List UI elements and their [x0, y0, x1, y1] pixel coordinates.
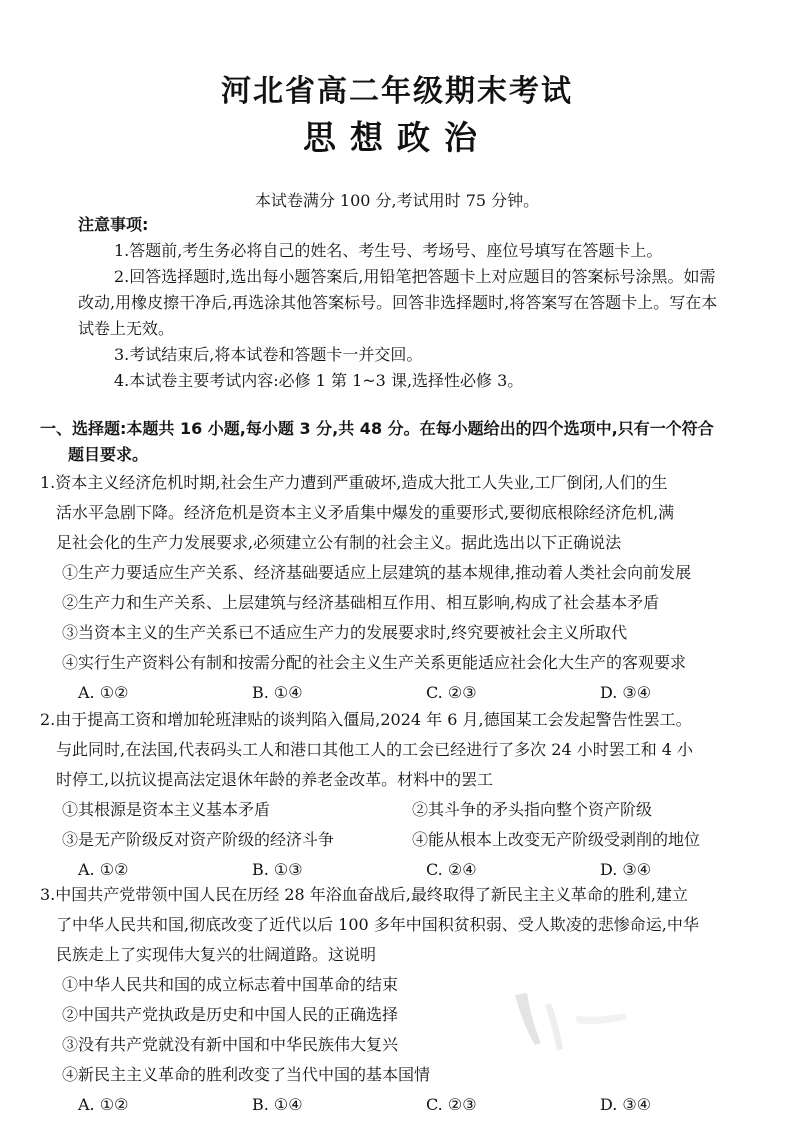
question-2-choice-b[interactable]: B. ①③: [252, 860, 303, 879]
question-1: [40, 468, 780, 708]
question-1-choice-b[interactable]: B. ①④: [252, 683, 303, 702]
question-3-statement-1: ①中华人民共和国的成立标志着中国革命的结束: [62, 975, 399, 994]
section-heading: [40, 416, 770, 468]
notice-list: [78, 238, 728, 394]
question-3: [40, 880, 780, 1120]
question-2-statement-4: ④能从根本上改变无产阶级受剥削的地位: [412, 830, 701, 849]
question-2-statements-row-2: [62, 825, 780, 855]
question-3-stem-line-1: 3.中国共产党带领中国人民在历经 28 年浴血奋战后,最终取得了新民主主义革命的胜利,建立: [40, 885, 688, 904]
notice-item-4: 4.本试卷主要考试内容:必修 1 第 1~3 课,选择性必修 3。: [114, 371, 524, 390]
question-3-choice-a[interactable]: A. ①②: [78, 1095, 129, 1114]
question-3-stem-line-2: 了中华人民共和国,彻底改变了近代以后 100 多年中国积贫积弱、受人欺凌的悲惨命运,中华: [56, 915, 699, 934]
notice-heading: 注意事项:: [78, 215, 149, 234]
question-3-statement-2: ②中国共产党执政是历史和中国人民的正确选择: [62, 1005, 399, 1024]
question-3-choice-d[interactable]: D. ③④: [600, 1095, 652, 1114]
question-2-choice-c[interactable]: C. ②④: [426, 860, 477, 879]
question-1-stem-line-1: 1.资本主义经济危机时期,社会生产力遭到严重破坏,造成大批工人失业,工厂倒闭,人们的生: [40, 473, 668, 492]
question-1-stem-line-2: 活水平急剧下降。经济危机是资本主义矛盾集中爆发的重要形式,要彻底根除经济危机,满: [56, 503, 675, 522]
exam-info: 本试卷满分 100 分,考试用时 75 分钟。: [254, 191, 540, 210]
question-1-choice-a[interactable]: A. ①②: [78, 683, 129, 702]
question-1-statement-1: ①生产力要适应生产关系、经济基础要适应上层建筑的基本规律,推动着人类社会向前发展: [62, 563, 692, 582]
question-2-choice-d[interactable]: D. ③④: [600, 860, 652, 879]
question-1-choice-d[interactable]: D. ③④: [600, 683, 652, 702]
question-1-choice-c[interactable]: C. ②③: [426, 683, 477, 702]
question-2-choice-a[interactable]: A. ①②: [78, 860, 129, 879]
section-heading-line1: 一、选择题:本题共 16 小题,每小题 3 分,共 48 分。在每小题给出的四个选项中,只有一个符合: [40, 419, 714, 438]
scan-smudge: [505, 985, 645, 1060]
exam-title: 河北省高二年级期末考试: [221, 74, 573, 109]
section-heading-line2: 题目要求。: [68, 445, 149, 464]
question-1-choices: [78, 678, 780, 708]
question-2-statement-1: ①其根源是资本主义基本矛盾: [62, 800, 271, 819]
subject-title: 思想政治: [303, 118, 491, 157]
question-1-stem-line-3: 足社会化的生产力发展要求,必须建立公有制的社会主义。据此选出以下正确说法: [56, 533, 622, 552]
question-2-statements-row-1: [62, 795, 780, 825]
question-3-choice-b[interactable]: B. ①④: [252, 1095, 303, 1114]
question-2-stem-line-1: 2.由于提高工资和增加轮班津贴的谈判陷入僵局,2024 年 6 月,德国某工会发起警告性罢工。: [40, 710, 692, 729]
notice-item-1: 1.答题前,考生务必将自己的姓名、考生号、考场号、座位号填写在答题卡上。: [114, 241, 663, 260]
question-3-stem-line-3: 民族走上了实现伟大复兴的壮阔道路。这说明: [56, 945, 377, 964]
question-1-statement-2: ②生产力和生产关系、上层建筑与经济基础相互作用、相互影响,构成了社会基本矛盾: [62, 593, 660, 612]
notice-item-3: 3.考试结束后,将本试卷和答题卡一并交回。: [114, 345, 423, 364]
question-3-choice-c[interactable]: C. ②③: [426, 1095, 477, 1114]
question-2-stem-line-2: 与此同时,在法国,代表码头工人和港口其他工人的工会已经进行了多次 24 小时罢工和 4 小: [56, 740, 694, 759]
question-3-statement-3: ③没有共产党就没有新中国和中华民族伟大复兴: [62, 1035, 399, 1054]
question-2-stem-line-3: 时停工,以抗议提高法定退休年龄的养老金改革。材料中的罢工: [56, 770, 494, 789]
question-1-statement-4: ④实行生产资料公有制和按需分配的社会主义生产关系更能适应社会化大生产的客观要求: [62, 653, 687, 672]
question-1-statement-3: ③当资本主义的生产关系已不适应生产力的发展要求时,终究要被社会主义所取代: [62, 623, 628, 642]
question-2-statement-3: ③是无产阶级反对资产阶级的经济斗争: [62, 830, 335, 849]
question-2-statement-2: ②其斗争的矛头指向整个资产阶级: [412, 800, 653, 819]
question-3-statement-4: ④新民主主义革命的胜利改变了当代中国的基本国情: [62, 1065, 431, 1084]
question-2: [40, 705, 780, 885]
question-3-choices: [78, 1090, 780, 1120]
notice-item-2: 2.回答选择题时,选出每小题答案后,用铅笔把答题卡上对应题目的答案标号涂黑。如需改动,用橡皮擦干净后,再选涂其他答案标号。回答非选择题时,将答案写在答题卡上。写在本试卷上无效。: [78, 267, 718, 338]
